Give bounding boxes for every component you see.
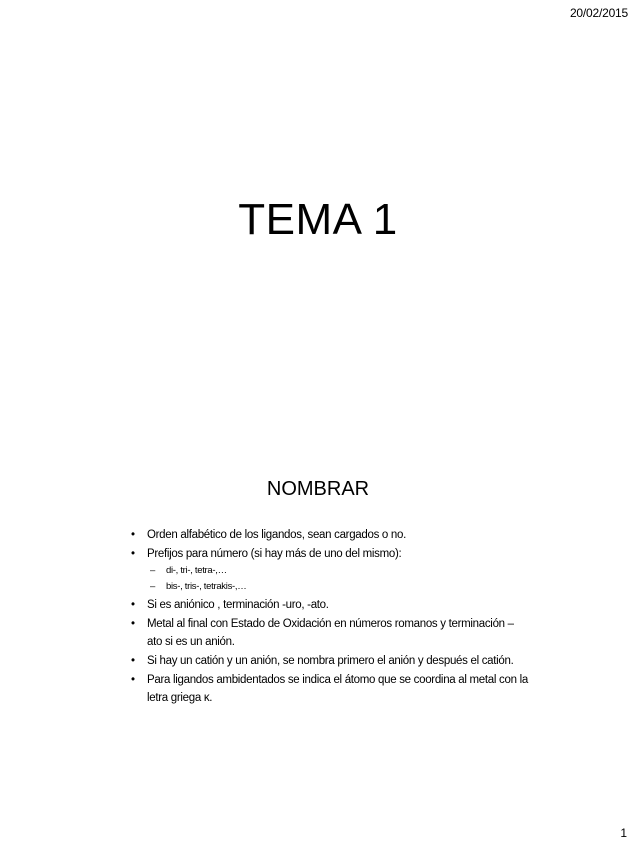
bullet-text: Metal al final con Estado de Oxidación en números romanos y terminación –ato si es un anión.: [147, 618, 514, 648]
sub-bullet-item: – di-, tri-, tetra-,…: [147, 563, 528, 579]
bullet-item: [128, 545, 528, 595]
slide-1-title: TEMA 1: [238, 195, 398, 244]
bullet-item: [128, 615, 528, 651]
bullet-text: Si es aniónico , terminación -uro, -ato.: [147, 599, 329, 611]
page-number: 1: [620, 826, 627, 840]
bullet-item: [128, 596, 528, 614]
bullet-text: Si hay un catión y un anión, se nombra primero el anión y después el catión.: [147, 655, 514, 667]
bullet-text: Orden alfabético de los ligandos, sean cargados o no.: [147, 529, 407, 541]
bullet-item: [128, 526, 528, 544]
slide-2-title: NOMBRAR: [266, 478, 370, 500]
bullet-item: [128, 671, 528, 707]
bullet-text: Prefijos para número (si hay más de uno del mismo):: [147, 548, 402, 560]
sub-bullet-list: [147, 563, 528, 595]
bullet-list: [128, 526, 528, 708]
bullet-text: Para ligandos ambidentados se indica el átomo que se coordina al metal con la letra griega κ.: [147, 674, 528, 704]
bullet-item: [128, 652, 528, 670]
date-header: 20/02/2015: [569, 6, 628, 20]
sub-bullet-item: – bis-, tris-, tetrakis-,…: [147, 579, 528, 595]
